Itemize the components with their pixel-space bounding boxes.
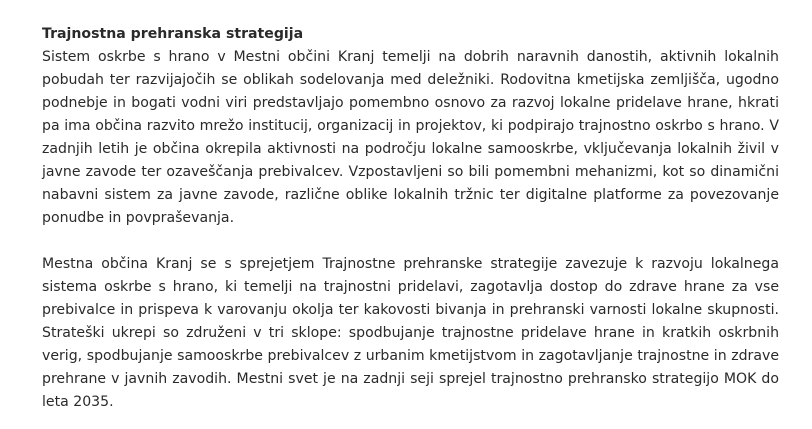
- article-paragraph-2: Mestna občina Kranj se s sprejetjem Trajnostne prehranske strategije zavezuje k razvoju lokalnega sistema oskrbe s hrano, ki temelji na trajnostni pridelavi, zagotavlja dostop do zdrave hrane za vse prebivalce in prispeva k varovanju okolja ter kakovosti bivanja in prehranski varnosti lokalne skupnosti. Strateški ukrepi so združeni v tri sklope: spodbujanje trajnostne pridelave hrane in kratkih oskrbnih verig, spodbujanje samooskrbe prebivalcev z urbanim kmetijstvom in zagotavljanje trajnostne in zdrave prehrane v javnih zavodih. Mestni svet je na zadnji seji sprejel trajnostno prehransko strategijo MOK do leta 2035.: [42, 256, 779, 410]
- article-title: Trajnostna prehranska strategija: [42, 26, 304, 42]
- article: [42, 23, 779, 414]
- article-paragraph-1: Sistem oskrbe s hrano v Mestni občini Kranj temelji na dobrih naravnih danostih, aktivnih lokalnih pobudah ter razvijajočih se oblikah sodelovanja med deležniki. Rodovitna kmetijska zemljišča, ugodno podnebje in bogati vodni viri predstavljajo pomembno osnovo za razvoj lokalne pridelave hrane, hkrati pa ima občina razvito mrežo institucij, organizacij in projektov, ki podpirajo trajnostno oskrbo s hrano. V zadnjih letih je občina okrepila aktivnosti na področju lokalne samooskrbe, vključevanja lokalnih živil v javne zavode ter ozaveščanja prebivalcev. Vzpostavljeni so bili pomembni mehanizmi, kot so dinamični nabavni sistem za javne zavode, različne oblike lokalnih tržnic ter digitalne platforme za povezovanje ponudbe in povpraševanja.: [42, 49, 779, 226]
